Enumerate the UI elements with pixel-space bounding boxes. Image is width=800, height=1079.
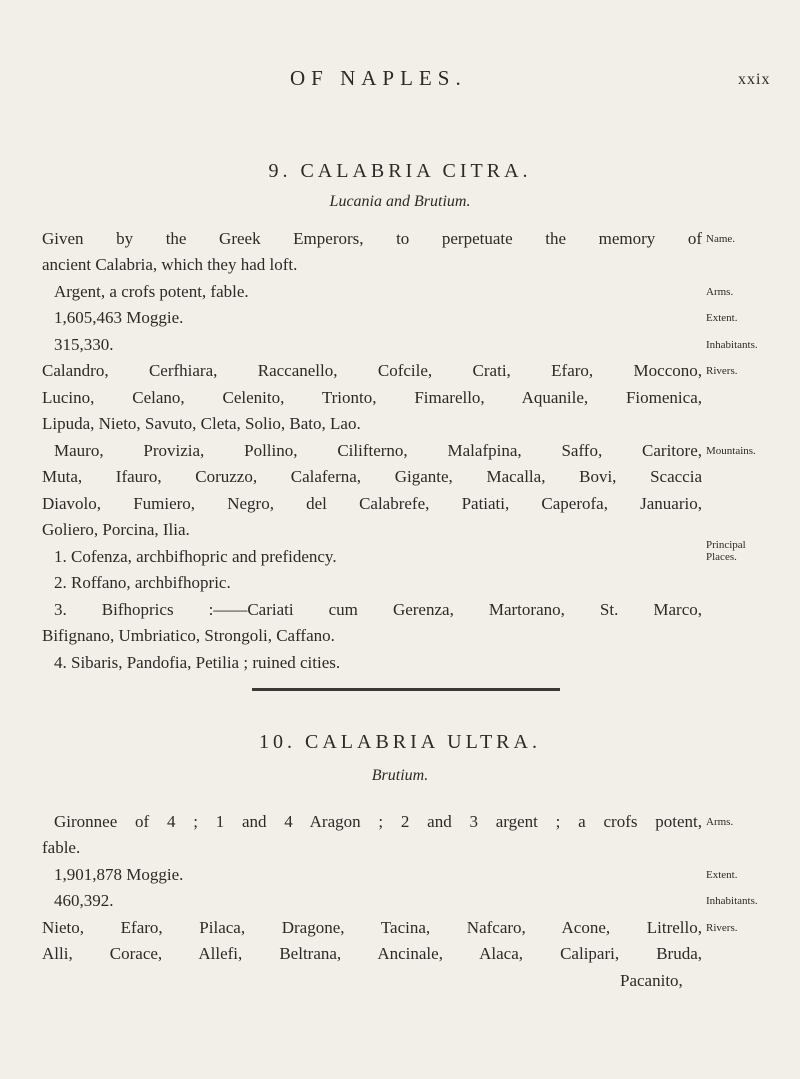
margin-note: Inhabitants. [706,895,758,907]
text-line: 2. Roffano, archbifhopric. [54,573,231,592]
margin-note: Arms. [706,286,734,298]
text-line: Goliero, Porcina, Ilia. [42,520,190,539]
section-9-title: 9. CALABRIA CITRA. [268,160,532,182]
text-line: ancient Calabria, which they had loft. [42,255,298,274]
margin-note: Extent. [706,312,738,324]
text-line: Lipuda, Nieto, Savuto, Cleta, Solio, Bato, Lao. [42,414,361,433]
text-line: 315,330. [54,335,114,354]
text-line: Argent, a crofs potent, fable. [54,282,249,301]
margin-note: Rivers. [706,365,738,377]
text-line: Lucino, Celano, Celenito, Trionto, Fimarello, Aquanile, Fiomenica, [42,388,702,407]
running-head: OF NAPLES. [290,66,467,90]
margin-note: Extent. [706,869,738,881]
text-line: Bifignano, Umbriatico, Strongoli, Caffano. [42,626,335,645]
text-line: 460,392. [54,891,114,910]
text-line: 4. Sibaris, Pandofia, Petilia ; ruined cities. [54,653,341,672]
margin-note: Name. [706,233,736,245]
text-line: Mauro, Provizia, Pollino, Cilifterno, Malafpina, Saffo, Caritore, [54,441,702,460]
section-10-subtitle: Brutium. [371,767,429,784]
section-10-title: 10. CALABRIA ULTRA. [259,731,541,753]
text-line: Calandro, Cerfhiara, Raccanello, Cofcile, Crati, Efaro, Moccono, [42,361,702,380]
page-number: xxix [738,71,771,88]
text-line: Given by the Greek Emperors, to perpetuate the memory of [42,229,702,248]
text-line: Muta, Ifauro, Coruzzo, Calaferna, Gigante, Macalla, Bovi, Scaccia [42,467,702,486]
margin-note: Rivers. [706,922,738,934]
text-line: 3. Bifhoprics :——Cariati cum Gerenza, Martorano, St. Marco, [54,600,702,619]
margin-note: Inhabitants. [706,339,758,351]
text-line: 1,605,463 Moggie. [54,308,184,327]
section-divider [252,688,560,691]
text-line: Diavolo, Fumiero, Negro, del Calabrefe, Patiati, Caperofa, Januario, [42,494,702,513]
text-line: 1. Cofenza, archbifhopric and prefidency. [54,547,337,566]
text-line: Nieto, Efaro, Pilaca, Dragone, Tacina, Nafcaro, Acone, Litrello, [42,918,702,937]
text-line: fable. [42,838,81,857]
text-line: 1,901,878 Moggie. [54,865,184,884]
margin-note: Principal Places. [706,539,746,563]
margin-note: Arms. [706,816,734,828]
margin-note: Mountains. [706,445,756,457]
section-9-subtitle: Lucania and Brutium. [329,193,471,210]
text-line: Pacanito, [620,971,683,990]
text-line: Gironnee of 4 ; 1 and 4 Aragon ; 2 and 3 argent ; a crofs potent, [54,812,702,831]
text-line: Alli, Corace, Allefi, Beltrana, Ancinale, Alaca, Calipari, Bruda, [42,944,702,963]
